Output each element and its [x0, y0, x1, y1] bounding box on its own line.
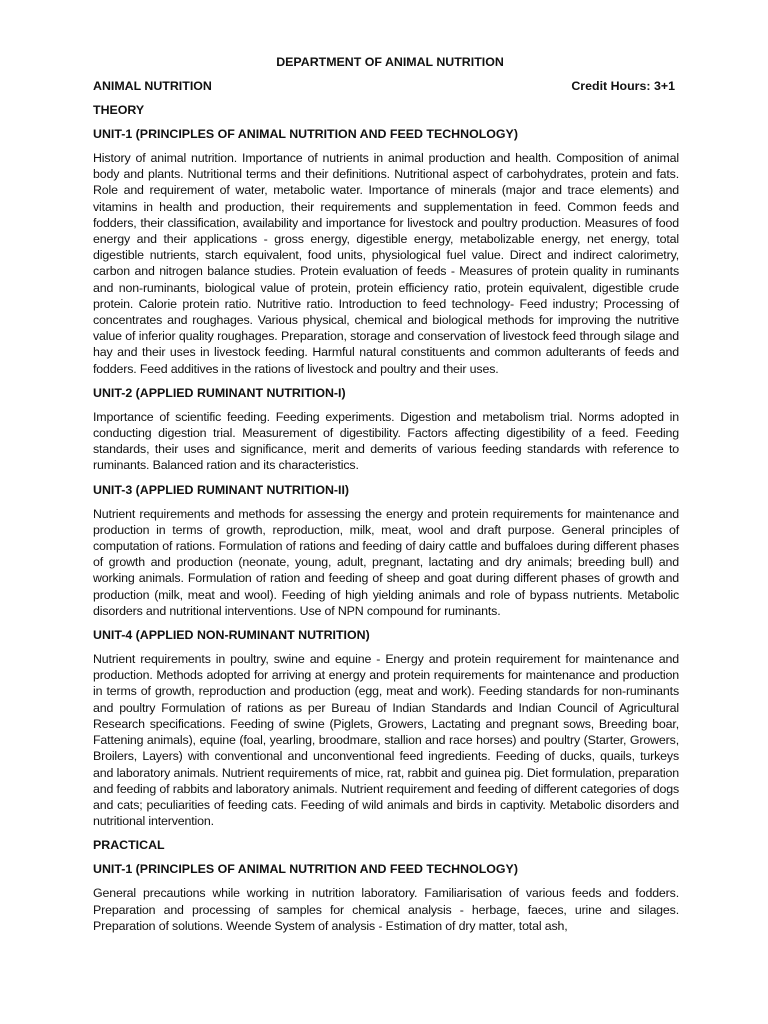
- unit-heading: UNIT-1 (PRINCIPLES OF ANIMAL NUTRITION AND FEED TECHNOLOGY): [93, 127, 518, 141]
- unit-heading: UNIT-2 (APPLIED RUMINANT NUTRITION-I): [93, 385, 346, 400]
- practical-label: PRACTICAL: [93, 838, 165, 853]
- theory-unit-1: [93, 126, 679, 377]
- unit-heading: UNIT-3 (APPLIED RUMINANT NUTRITION-II): [93, 482, 350, 497]
- page-title: DEPARTMENT OF ANIMAL NUTRITION: [276, 55, 504, 69]
- credit-hours: Credit Hours: 3+1: [571, 79, 675, 93]
- theory-label: THEORY: [93, 103, 145, 117]
- course-header: [93, 78, 679, 94]
- unit-body: Nutrient requirements in poultry, swine and equine - Energy and protein requirement for maintenance and production. Methods adopted for arriving at energy and protein requirements for maintenance and production in terms of growth, reproduction and production (egg, meat and work). Feeding standards for non-ruminants and poultry Formulation of rations as per Bureau of Indian Standards and Indian Council of Agricultural Research specifications. Feeding of swine (Piglets, Growers, Lactating and pregnant sows, Breeding boar, Fattening animals), equine (foal, yearling, broodmare, stallion and race horses) and poultry (Starter, Growers, Broilers, Layers) with conventional and unconventional feed ingredients. Feeding of ducks, quails, turkeys and laboratory animals. Nutrient requirements of mice, rat, rabbit and guinea pig. Diet formulation, preparation and feeding of rabbits and laboratory animals. Nutrient requirement and feeding of different categories of dogs and cats; peculiarities of feeding cats. Feeding of wild animals and birds in captivity. Metabolic disorders and nutritional intervention.: [93, 652, 679, 829]
- theory-unit-4: [93, 627, 679, 829]
- theory-unit-2: [93, 385, 679, 474]
- unit-body: Importance of scientific feeding. Feeding experiments. Digestion and metabolism trial. Norms adopted in conducting digestion trial. Measurement of digestibility. Factors affecting digestibility of a feed. Feeding standards, their uses and significance, merit and demerits of various feeding standards with reference to ruminants. Balanced ration and its characteristics.: [93, 409, 679, 473]
- unit-body: Nutrient requirements and methods for assessing the energy and protein requirements for maintenance and production in terms of growth, reproduction, milk, meat, wool and draft purpose. General principles of computation of rations. Formulation of rations and feeding of dairy cattle and buffaloes during different phases of growth and production (neonate, young, adult, pregnant, lactating and dry animals; breeding bull) and working animals. Formulation of ration and feeding of sheep and goat during different phases of growth and production (milk, meat and wool). Feeding of high yielding animals and role of bypass nutrients. Metabolic disorders and nutritional interventions. Use of NPN compound for ruminants.: [93, 506, 679, 618]
- theory-unit-3: [93, 482, 679, 619]
- unit-body: General precautions while working in nutrition laboratory. Familiarisation of various feeds and fodders. Preparation and processing of samples for chemical analysis - herbage, faeces, urine and silages. Preparation of solutions. Weende System of analysis - Estimation of dry matter, total ash,: [93, 886, 679, 933]
- practical-unit-1: [93, 861, 679, 934]
- course-name: ANIMAL NUTRITION: [93, 79, 212, 93]
- unit-heading: UNIT-1 (PRINCIPLES OF ANIMAL NUTRITION AND FEED TECHNOLOGY): [93, 862, 518, 877]
- unit-body: History of animal nutrition. Importance of nutrients in animal production and health. Composition of animal body and plants. Nutritional terms and their definitions. Nutritional aspect of carbohydrates, protein and fats. Role and requirement of water, metabolic water. Importance of minerals (major and trace elements) and vitamins in health and production, their requirements and supplementation in feed. Common feeds and fodders, their classification, availability and importance for livestock and poultry production. Measures of food energy and their applications - gross energy, digestible energy, metabolizable energy, net energy, total digestible nutrients, starch equivalent, food units, physiological fuel value. Direct and indirect calorimetry, carbon and nitrogen balance studies. Protein evaluation of feeds - Measures of protein quality in ruminants and non-ruminants, biological value of protein, protein efficiency ratio, protein equivalent, digestible crude protein. Calorie protein ratio. Nutritive ratio. Introduction to feed technology- Feed industry; Processing of concentrates and roughages. Various physical, chemical and biological methods for improving the nutritive value of inferior quality roughages. Preparation, storage and conservation of livestock feed through silage and hay and their uses in livestock feeding. Harmful natural constituents and common adulterants of feeds and fodders. Feed additives in the rations of livestock and poultry and their uses.: [93, 151, 679, 376]
- unit-heading: UNIT-4 (APPLIED NON-RUMINANT NUTRITION): [93, 628, 370, 643]
